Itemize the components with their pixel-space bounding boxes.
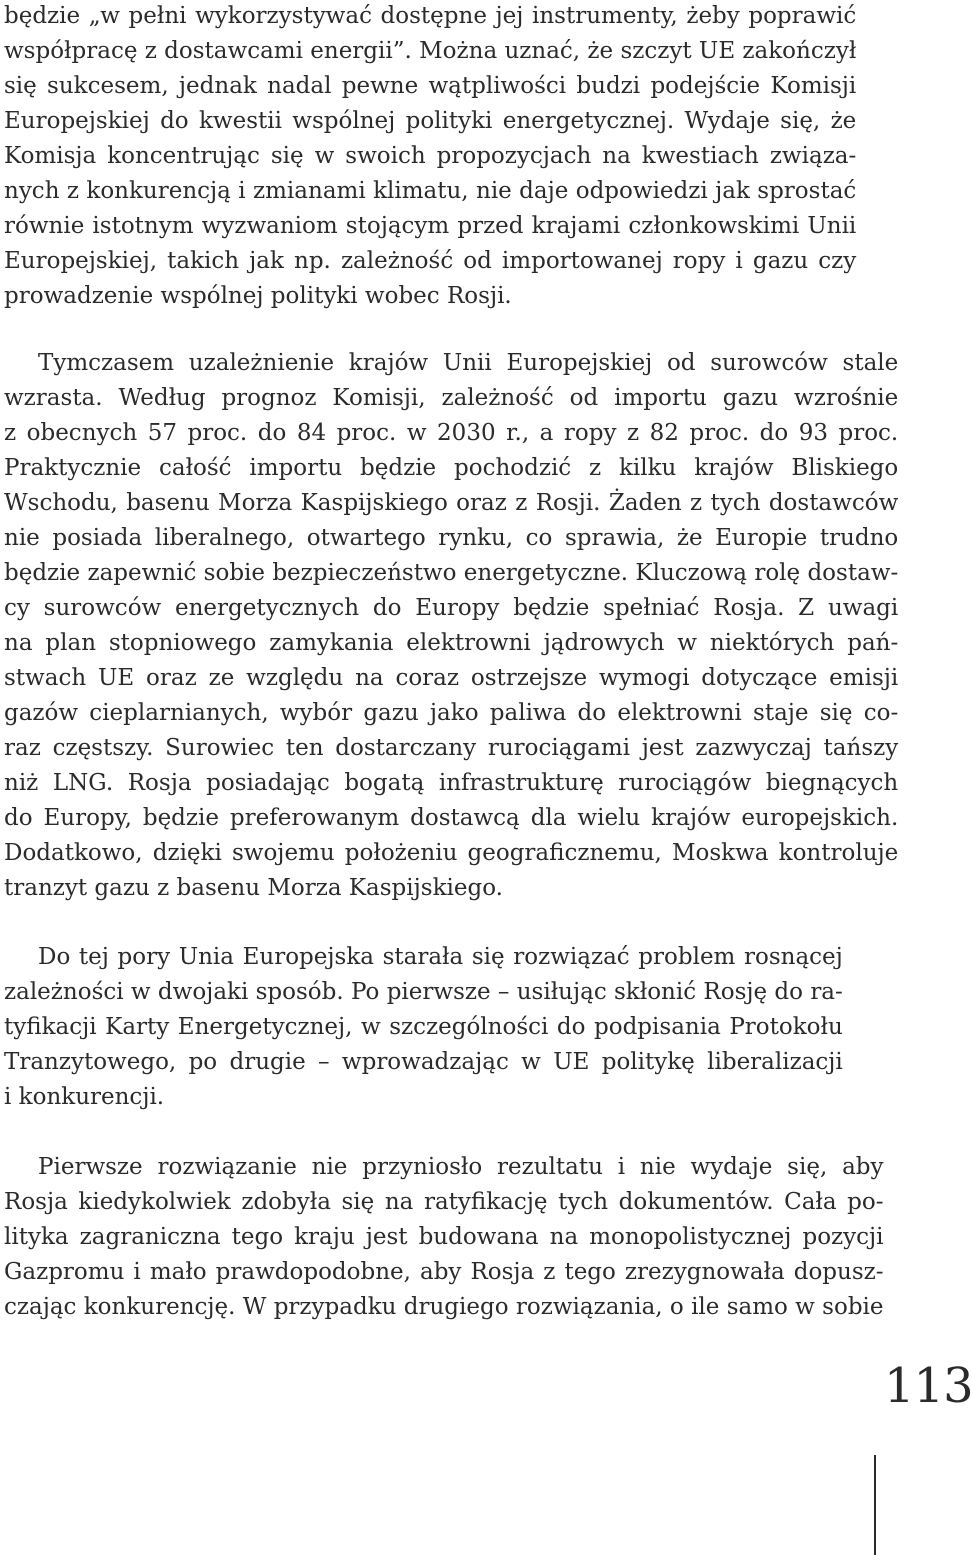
text-line: prowadzenie wspólnej polityki wobec Rosji.	[4, 283, 512, 309]
text-line: raz częstszy. Surowiec ten dostarczany rurociągami jest zazwyczaj tańszy	[4, 735, 899, 761]
text-line: tyfikacji Karty Energetycznej, w szczególności do podpisania Protokołu	[4, 1014, 843, 1040]
page-number-rule	[874, 1455, 876, 1555]
paragraph-2	[4, 346, 898, 906]
text-line: do Europy, będzie preferowanym dostawcą dla wielu krajów europejskich.	[4, 805, 899, 831]
text-line: lityka zagraniczna tego kraju jest budowana na monopolistycznej pozycji	[4, 1224, 884, 1250]
text-line: Tranzytowego, po drugie – wprowadzając w UE politykę liberalizacji	[4, 1049, 843, 1075]
text-line: Praktycznie całość importu będzie pochodzić z kilku krajów Bliskiego	[4, 455, 899, 481]
text-line: nych z konkurencją i zmianami klimatu, nie daje odpowiedzi jak sprostać	[4, 178, 857, 204]
page-number: 113	[884, 1358, 973, 1414]
text-line: Dodatkowo, dzięki swojemu położeniu geograficznemu, Moskwa kontroluje	[4, 840, 899, 866]
text-line: na plan stopniowego zamykania elektrowni jądrowych w niektórych pań-	[4, 630, 899, 656]
text-line: zależności w dwojaki sposób. Po pierwsze – usiłując skłonić Rosję do ra-	[4, 979, 843, 1005]
text-line: Europejskiej, takich jak np. zależność od importowanej ropy i gazu czy	[4, 248, 857, 274]
text-line: tranzyt gazu z basenu Morza Kaspijskiego.	[4, 875, 503, 901]
text-line: Tymczasem uzależnienie krajów Unii Europejskiej od surowców stale	[38, 350, 899, 376]
text-line: Do tej pory Unia Europejska starała się rozwiązać problem rosnącej	[38, 944, 843, 970]
text-line: Komisja koncentrując się w swoich propozycjach na kwestiach związa-	[4, 143, 857, 169]
text-line: Gazpromu i mało prawdopodobne, aby Rosja z tego zrezygnowała dopusz-	[4, 1259, 884, 1285]
paragraph-3	[4, 940, 843, 1115]
text-line: współpracę z dostawcami energii”. Można uznać, że szczyt UE zakończył	[4, 38, 857, 64]
text-line: się sukcesem, jednak nadal pewne wątpliwości budzi podejście Komisji	[4, 73, 857, 99]
text-line: gazów cieplarnianych, wybór gazu jako paliwa do elektrowni staje się co-	[4, 700, 899, 726]
text-line: Pierwsze rozwiązanie nie przyniosło rezultatu i nie wydaje się, aby	[38, 1154, 884, 1180]
text-line: równie istotnym wyzwaniom stojącym przed krajami członkowskimi Unii	[4, 213, 857, 239]
text-line: Europejskiej do kwestii wspólnej polityki energetycznej. Wydaje się, że	[4, 108, 857, 134]
text-line: będzie zapewnić sobie bezpieczeństwo energetyczne. Kluczową rolę dostaw-	[4, 560, 899, 586]
text-line: i konkurencji.	[4, 1084, 165, 1110]
text-line: cy surowców energetycznych do Europy będzie spełniać Rosja. Z uwagi	[4, 595, 899, 621]
text-line: niż LNG. Rosja posiadając bogatą infrastrukturę rurociągów biegnących	[4, 770, 899, 796]
text-line: Wschodu, basenu Morza Kaspijskiego oraz z Rosji. Żaden z tych dostawców	[4, 490, 899, 516]
text-line: wzrasta. Według prognoz Komisji, zależność od importu gazu wzrośnie	[4, 385, 899, 411]
text-line: będzie „w pełni wykorzystywać dostępne jej instrumenty, żeby poprawić	[4, 3, 857, 29]
text-line: Rosja kiedykolwiek zdobyła się na ratyfikację tych dokumentów. Cała po-	[4, 1189, 884, 1215]
paragraph-4	[4, 1150, 884, 1325]
text-line: czając konkurencję. W przypadku drugiego rozwiązania, o ile samo w sobie	[4, 1294, 884, 1320]
text-line: stwach UE oraz ze względu na coraz ostrzejsze wymogi dotyczące emisji	[4, 665, 899, 691]
text-line: nie posiada liberalnego, otwartego rynku, co sprawia, że Europie trudno	[4, 525, 899, 551]
paragraph-1	[4, 0, 856, 314]
text-line: z obecnych 57 proc. do 84 proc. w 2030 r., a ropy z 82 proc. do 93 proc.	[4, 420, 899, 446]
